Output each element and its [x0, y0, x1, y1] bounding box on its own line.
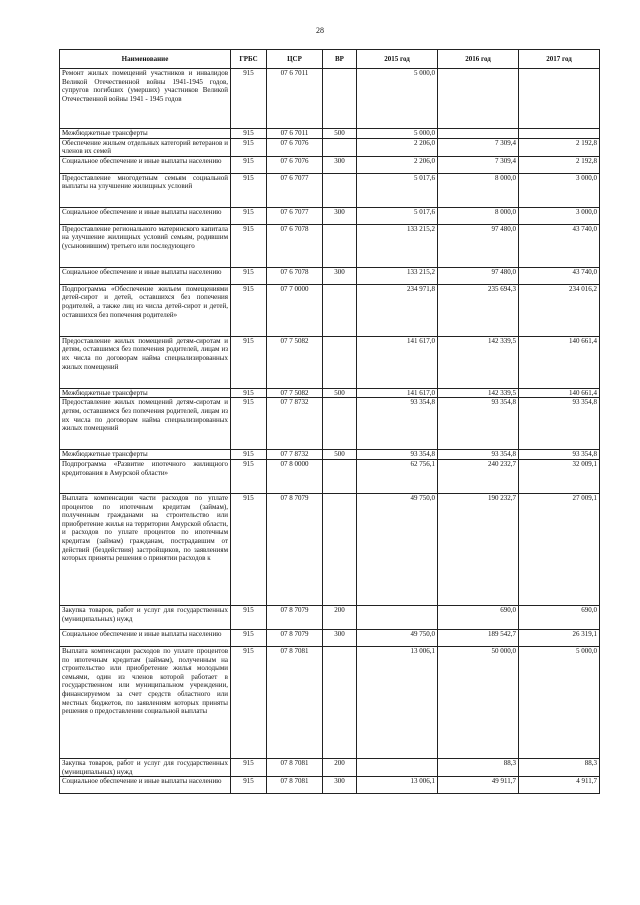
cell-y2015: 62 756,1	[357, 459, 438, 493]
cell-y2016: 49 911,7	[438, 777, 519, 794]
header-2015: 2015 год	[357, 50, 438, 69]
cell-y2015: 13 006,1	[357, 646, 438, 758]
table-row	[60, 207, 600, 224]
table-row	[60, 629, 600, 646]
cell-y2016: 8 000,0	[438, 207, 519, 224]
cell-csr: 07 7 5082	[267, 388, 323, 398]
table-row	[60, 69, 600, 129]
cell-vr	[323, 493, 357, 605]
cell-y2017: 140 661,4	[519, 336, 600, 388]
cell-name: Предоставление жилых помещений детям-сиротам и детям, оставшимся без попечения родителей, лицам из их числа по договорам найма специализированных жилых помещений	[60, 398, 231, 450]
cell-name: Подпрограмма «Развитие ипотечного жилищного кредитования в Амурской области»	[60, 459, 231, 493]
cell-name: Межбюджетные трансферты	[60, 129, 231, 139]
cell-y2017: 93 354,8	[519, 450, 600, 460]
cell-y2015: 5 017,6	[357, 173, 438, 207]
cell-y2017: 690,0	[519, 605, 600, 629]
cell-vr: 500	[323, 129, 357, 139]
cell-y2017: 5 000,0	[519, 646, 600, 758]
cell-y2015: 2 206,0	[357, 138, 438, 156]
cell-name: Межбюджетные трансферты	[60, 450, 231, 460]
cell-grbs: 915	[231, 493, 267, 605]
cell-y2017: 26 319,1	[519, 629, 600, 646]
cell-y2015: 234 971,8	[357, 284, 438, 336]
cell-y2017: 27 009,1	[519, 493, 600, 605]
table-row	[60, 758, 600, 776]
cell-y2016: 50 000,0	[438, 646, 519, 758]
cell-name: Обеспечение жильем отдельных категорий ветеранов и членов их семей	[60, 138, 231, 156]
cell-name: Ремонт жилых помещений участников и инвалидов Великой Отечественной войны 1941-1945 годов, супругов погибших (умерших) участников Великой Отечественной войны 1941 - 1945 годов	[60, 69, 231, 129]
cell-y2015: 49 750,0	[357, 629, 438, 646]
table-row	[60, 156, 600, 173]
header-2017: 2017 год	[519, 50, 600, 69]
cell-vr	[323, 398, 357, 450]
cell-csr: 07 8 7081	[267, 758, 323, 776]
header-2016: 2016 год	[438, 50, 519, 69]
cell-grbs: 915	[231, 267, 267, 284]
cell-vr	[323, 459, 357, 493]
table-row	[60, 173, 600, 207]
cell-grbs: 915	[231, 646, 267, 758]
cell-grbs: 915	[231, 758, 267, 776]
cell-name: Межбюджетные трансферты	[60, 388, 231, 398]
table-row	[60, 284, 600, 336]
cell-csr: 07 6 7077	[267, 173, 323, 207]
cell-y2016: 240 232,7	[438, 459, 519, 493]
cell-y2016: 93 354,8	[438, 398, 519, 450]
table-row	[60, 459, 600, 493]
cell-csr: 07 6 7078	[267, 267, 323, 284]
cell-csr: 07 6 7078	[267, 224, 323, 267]
cell-y2015: 5 000,0	[357, 129, 438, 139]
page-number: 28	[316, 26, 324, 35]
cell-csr: 07 6 7076	[267, 138, 323, 156]
cell-name: Предоставление многодетным семьям социальной выплаты на улучшение жилищных условий	[60, 173, 231, 207]
table-row	[60, 450, 600, 460]
cell-y2015: 5 017,6	[357, 207, 438, 224]
cell-y2017: 93 354,8	[519, 398, 600, 450]
cell-name: Закупка товаров, работ и услуг для государственных (муниципальных) нужд	[60, 605, 231, 629]
cell-vr	[323, 69, 357, 129]
cell-y2017: 43 740,0	[519, 267, 600, 284]
table-row	[60, 129, 600, 139]
cell-csr: 07 6 7077	[267, 207, 323, 224]
cell-y2017: 4 911,7	[519, 777, 600, 794]
cell-y2015: 93 354,8	[357, 398, 438, 450]
cell-y2015: 5 000,0	[357, 69, 438, 129]
cell-y2015: 133 215,2	[357, 267, 438, 284]
cell-y2016: 88,3	[438, 758, 519, 776]
cell-csr: 07 7 0000	[267, 284, 323, 336]
cell-csr: 07 8 7079	[267, 629, 323, 646]
cell-y2016: 690,0	[438, 605, 519, 629]
table-row	[60, 605, 600, 629]
cell-name: Социальное обеспечение и иные выплаты населению	[60, 629, 231, 646]
table-row	[60, 336, 600, 388]
cell-y2016: 235 694,3	[438, 284, 519, 336]
cell-grbs: 915	[231, 398, 267, 450]
table-row	[60, 777, 600, 794]
cell-name: Социальное обеспечение и иные выплаты населению	[60, 207, 231, 224]
cell-y2016: 189 542,7	[438, 629, 519, 646]
cell-vr: 500	[323, 388, 357, 398]
cell-csr: 07 6 7011	[267, 69, 323, 129]
cell-y2015: 93 354,8	[357, 450, 438, 460]
cell-grbs: 915	[231, 629, 267, 646]
cell-name: Социальное обеспечение и иные выплаты населению	[60, 267, 231, 284]
cell-name: Закупка товаров, работ и услуг для государственных (муниципальных) нужд	[60, 758, 231, 776]
cell-name: Выплата компенсации расходов по уплате процентов по ипотечным кредитам (займам), полученным на строительство или приобретение жилья молодыми семьями, один из членов которой работает в государственном или муниципальном учреждении, финансируемом за счет средств областного или местных бюджетов, по заявлениям которых приняты решения о предоставлении социальной выплаты	[60, 646, 231, 758]
cell-y2017: 140 661,4	[519, 388, 600, 398]
cell-y2015: 2 206,0	[357, 156, 438, 173]
cell-grbs: 915	[231, 777, 267, 794]
cell-y2017: 234 016,2	[519, 284, 600, 336]
cell-y2017	[519, 129, 600, 139]
table-row	[60, 646, 600, 758]
cell-y2017: 2 192,8	[519, 138, 600, 156]
cell-grbs: 915	[231, 605, 267, 629]
cell-vr	[323, 224, 357, 267]
cell-vr: 200	[323, 758, 357, 776]
cell-name: Предоставление жилых помещений детям-сиротам и детям, оставшимся без попечения родителей, лицам из их числа по договорам найма специализированных жилых помещений	[60, 336, 231, 388]
cell-y2015	[357, 605, 438, 629]
cell-grbs: 915	[231, 207, 267, 224]
cell-grbs: 915	[231, 224, 267, 267]
cell-y2015: 133 215,2	[357, 224, 438, 267]
budget-table	[59, 49, 600, 794]
cell-y2016: 8 000,0	[438, 173, 519, 207]
cell-vr: 500	[323, 450, 357, 460]
cell-grbs: 915	[231, 450, 267, 460]
cell-y2016: 97 480,0	[438, 224, 519, 267]
cell-grbs: 915	[231, 173, 267, 207]
cell-grbs: 915	[231, 336, 267, 388]
table-body	[60, 69, 600, 794]
header-vr: ВР	[323, 50, 357, 69]
cell-y2016: 142 339,5	[438, 388, 519, 398]
cell-name: Социальное обеспечение и иные выплаты населению	[60, 777, 231, 794]
cell-vr: 300	[323, 629, 357, 646]
cell-grbs: 915	[231, 129, 267, 139]
header-grbs: ГРБС	[231, 50, 267, 69]
cell-y2015: 49 750,0	[357, 493, 438, 605]
cell-y2016: 142 339,5	[438, 336, 519, 388]
cell-csr: 07 6 7076	[267, 156, 323, 173]
cell-y2016	[438, 69, 519, 129]
cell-y2016: 7 309,4	[438, 138, 519, 156]
cell-grbs: 915	[231, 284, 267, 336]
cell-vr: 300	[323, 156, 357, 173]
cell-y2015: 13 006,1	[357, 777, 438, 794]
cell-csr: 07 7 8732	[267, 398, 323, 450]
cell-vr: 300	[323, 267, 357, 284]
cell-csr: 07 7 5082	[267, 336, 323, 388]
cell-y2016	[438, 129, 519, 139]
cell-y2017: 3 000,0	[519, 173, 600, 207]
header-csr: ЦСР	[267, 50, 323, 69]
cell-y2015: 141 617,0	[357, 336, 438, 388]
cell-y2016: 97 480,0	[438, 267, 519, 284]
cell-csr: 07 6 7011	[267, 129, 323, 139]
cell-name: Социальное обеспечение и иные выплаты населению	[60, 156, 231, 173]
cell-vr	[323, 336, 357, 388]
cell-vr	[323, 138, 357, 156]
cell-y2016: 93 354,8	[438, 450, 519, 460]
cell-vr: 300	[323, 207, 357, 224]
cell-name: Предоставление регионального материнского капитала на улучшение жилищных условий семьям, родившим (усыновившим) третьего или последующего	[60, 224, 231, 267]
cell-csr: 07 8 7081	[267, 646, 323, 758]
cell-y2016: 7 309,4	[438, 156, 519, 173]
table-row	[60, 267, 600, 284]
cell-vr	[323, 284, 357, 336]
cell-grbs: 915	[231, 138, 267, 156]
cell-csr: 07 8 7081	[267, 777, 323, 794]
cell-name: Подпрограмма «Обеспечение жильем помещениями детей-сирот и детей, оставшихся без попечения родителей, а также лиц из числа детей-сирот и детей, оставшихся без попечения родителей»	[60, 284, 231, 336]
cell-y2017: 32 009,1	[519, 459, 600, 493]
cell-y2017: 88,3	[519, 758, 600, 776]
table-row	[60, 224, 600, 267]
cell-csr: 07 8 7079	[267, 493, 323, 605]
cell-grbs: 915	[231, 156, 267, 173]
cell-y2017: 43 740,0	[519, 224, 600, 267]
table-row	[60, 138, 600, 156]
cell-y2016: 190 232,7	[438, 493, 519, 605]
cell-csr: 07 8 7079	[267, 605, 323, 629]
cell-y2015: 141 617,0	[357, 388, 438, 398]
cell-vr	[323, 646, 357, 758]
cell-y2017	[519, 69, 600, 129]
table-row	[60, 493, 600, 605]
cell-vr	[323, 173, 357, 207]
cell-csr: 07 8 0000	[267, 459, 323, 493]
cell-grbs: 915	[231, 388, 267, 398]
cell-vr: 200	[323, 605, 357, 629]
table-row	[60, 398, 600, 450]
cell-y2015	[357, 758, 438, 776]
table-row	[60, 388, 600, 398]
cell-y2017: 2 192,8	[519, 156, 600, 173]
cell-csr: 07 7 8732	[267, 450, 323, 460]
cell-y2017: 3 000,0	[519, 207, 600, 224]
cell-vr: 300	[323, 777, 357, 794]
cell-grbs: 915	[231, 69, 267, 129]
cell-grbs: 915	[231, 459, 267, 493]
table-header-row	[60, 50, 600, 69]
cell-name: Выплата компенсации части расходов по уплате процентов по ипотечным кредитам (займам), полученным гражданами на строительство или приобретение жилья на территории Амурской области, и расходов по уплате процентов по ипотечным кредитам (займам) гражданам, пострадавшим от действий (бездействия) застройщиков, по заявлениям которых приняты решения о принятии расходов к	[60, 493, 231, 605]
header-name: Наименование	[60, 50, 231, 69]
